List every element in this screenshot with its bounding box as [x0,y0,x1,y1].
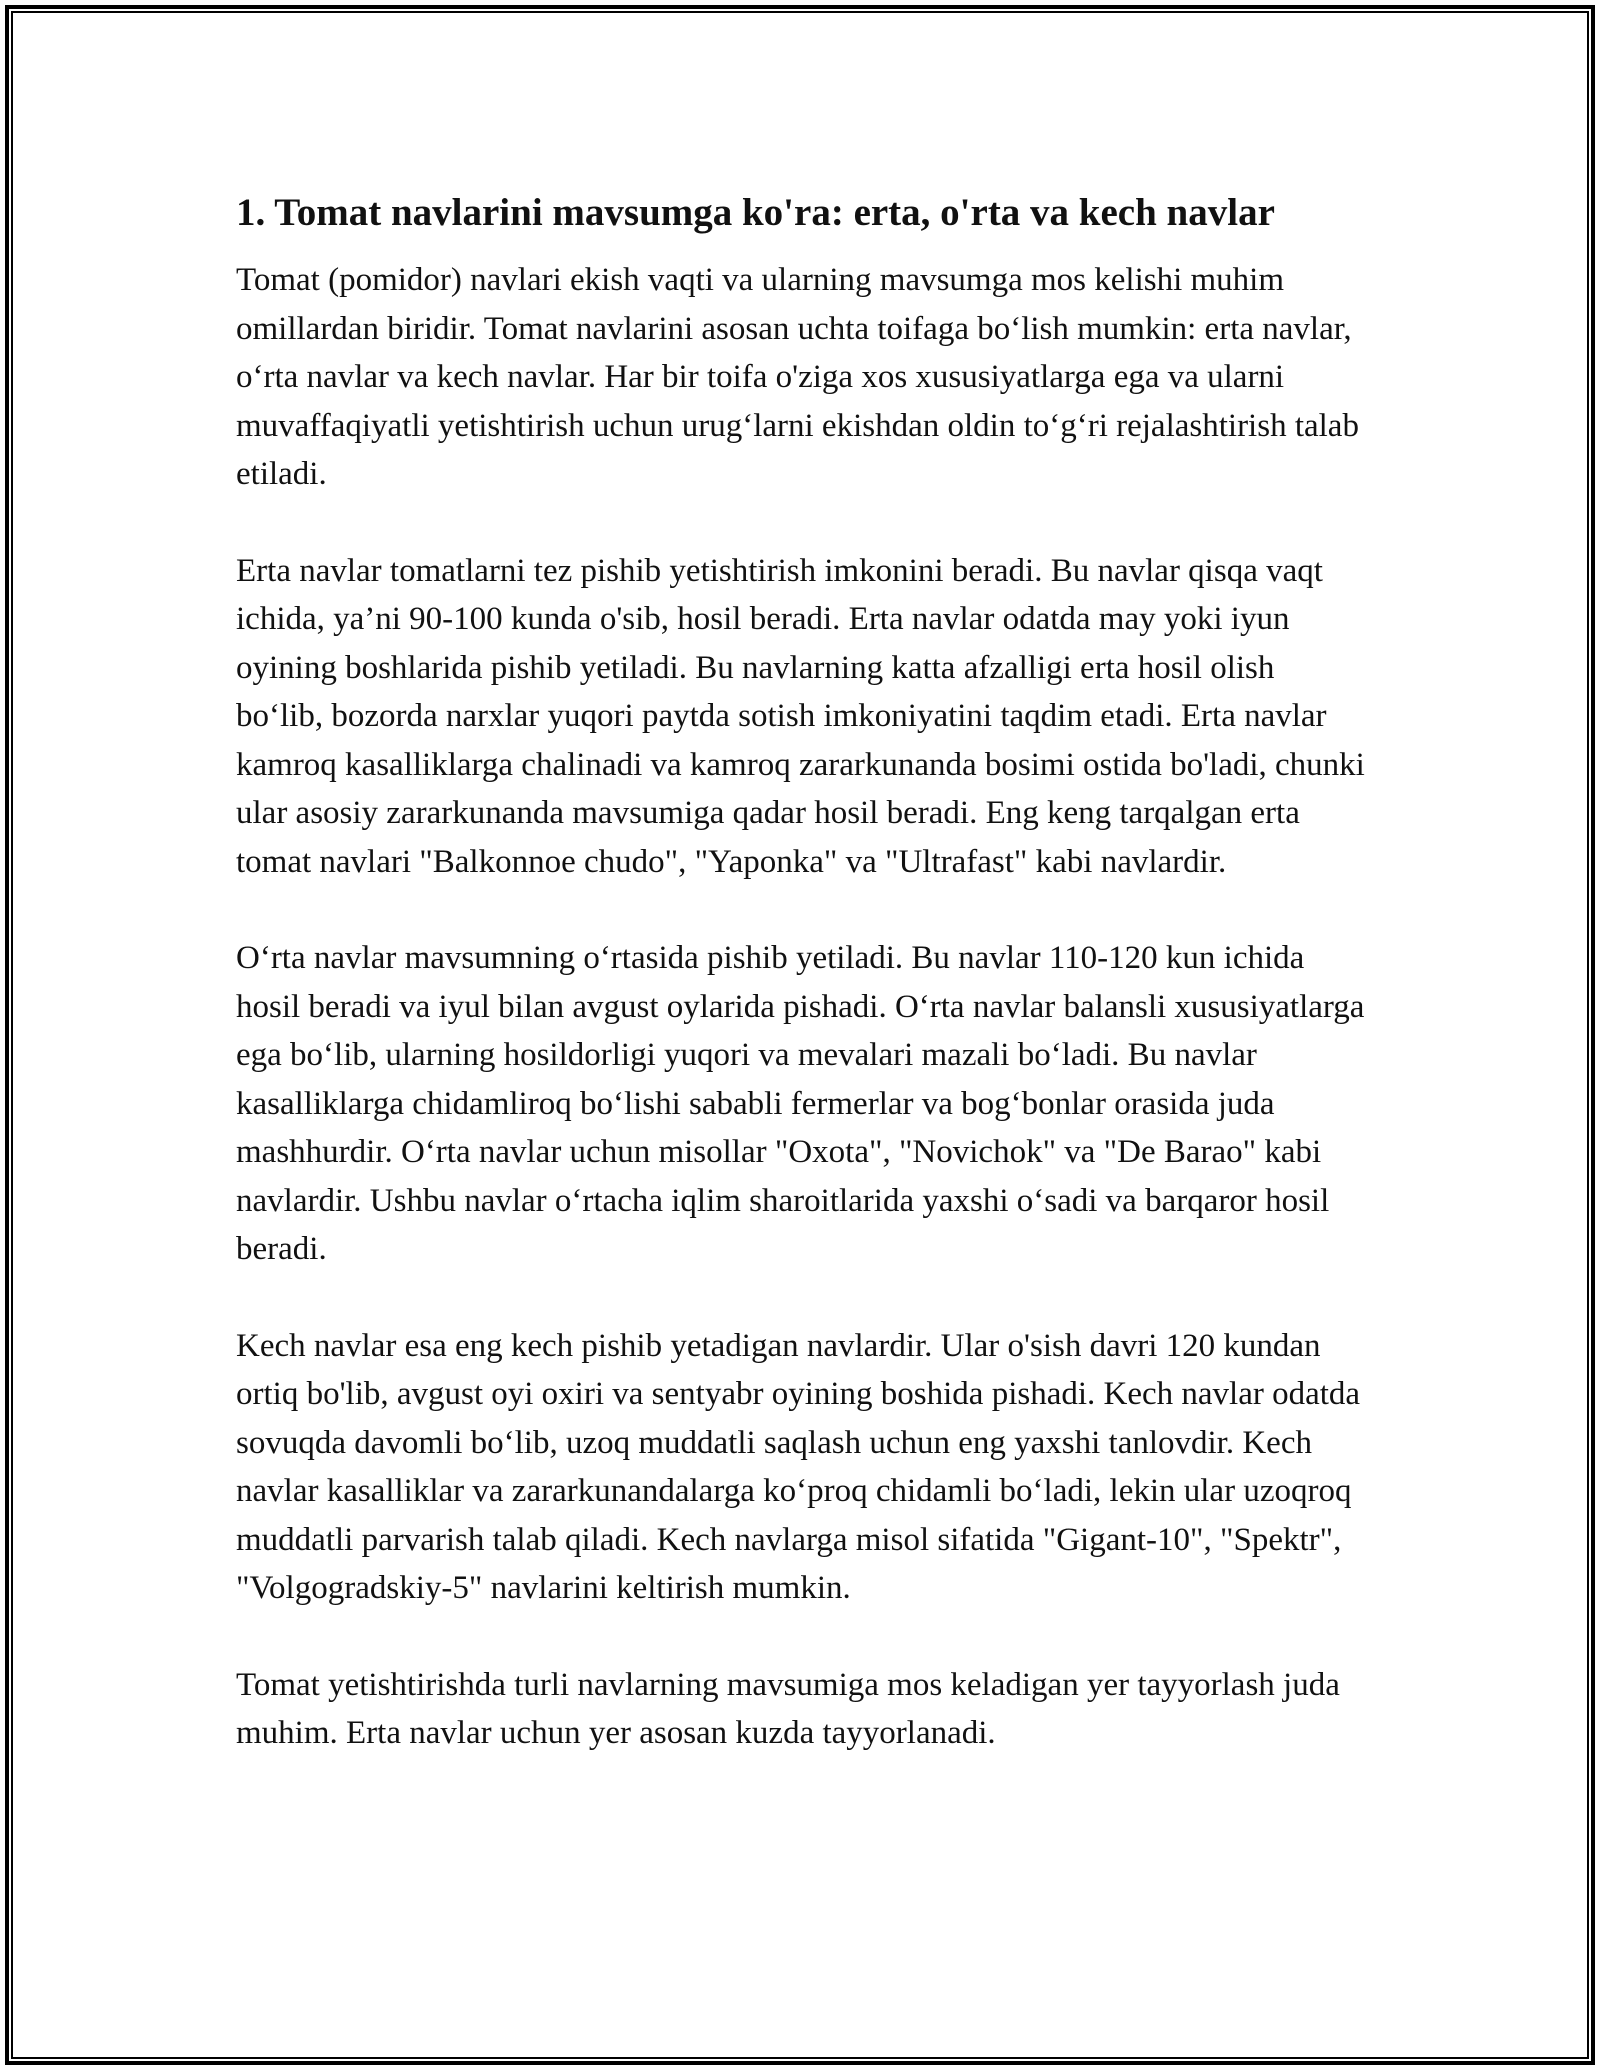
paragraph-early-varieties: Erta navlar tomatlarni tez pishib yetishtirish imkonini beradi. Bu navlar qisqa vaqt ichida, ya’ni 90-100 kunda o'sib, hosil beradi. Erta navlar odatda may yoki iyun oyining boshlarida pishib yetiladi. Bu navlarning katta afzalligi erta hosil olish boʻlib, bozorda narxlar yuqori paytda sotish imkoniyatini taqdim etadi. Erta navlar kamroq kasalliklarga chalinadi va kamroq zararkunanda bosimi ostida bo'ladi, chunki ular asosiy zararkunanda mavsumiga qadar hosil beradi. Eng keng tarqalgan erta tomat navlari "Balkonnoe chudo", "Yaponka" va "Ultrafast" kabi navlardir. [236,552,1365,880]
paragraph-mid-varieties: Oʻrta navlar mavsumning oʻrtasida pishib yetiladi. Bu navlar 110-120 kun ichida hosil beradi va iyul bilan avgust oylarida pishadi. Oʻrta navlar balansli xususiyatlarga ega boʻlib, ularning hosildorligi yuqori va mevalari mazali boʻladi. Bu navlar kasalliklarga chidamliroq boʻlishi sababli fermerlar va bogʻbonlar orasida juda mashhurdir. Oʻrta navlar uchun misollar "Oxota", "Novichok" va "De Barao" kabi navlardir. Ushbu navlar oʻrtacha iqlim sharoitlarida yaxshi oʻsadi va barqaror hosil beradi. [236,940,1365,1267]
section-heading: 1. Tomat navlarini mavsumga ko'ra: erta, o'rta va kech navlar [236,191,1275,234]
document-body [236,187,1366,1806]
paragraph-late-varieties: Kech navlar esa eng kech pishib yetadigan navlardir. Ular o'sish davri 120 kundan ortiq bo'lib, avgust oyi oxiri va sentyabr oyining boshida pishadi. Kech navlar odatda sovuqda davomli boʻlib, uzoq muddatli saqlash uchun eng yaxshi tanlovdir. Kech navlar kasalliklar va zararkunandalarga koʻproq chidamli boʻladi, lekin ular uzoqroq muddatli parvarish talab qiladi. Kech navlarga misol sifatida "Gigant-10", "Spektr", "Volgogradskiy-5" navlarini keltirish mumkin. [236,1327,1361,1606]
paragraph-soil-preparation: Tomat yetishtirishda turli navlarning mavsumiga mos keladigan yer tayyorlash juda muhim. Erta navlar uchun yer asosan kuzda tayyorlanadi. [236,1666,1340,1751]
paragraph-intro: Tomat (pomidor) navlari ekish vaqti va ularning mavsumga mos kelishi muhim omillardan biridir. Tomat navlarini asosan uchta toifaga boʻlish mumkin: erta navlar, oʻrta navlar va kech navlar. Har bir toifa o'ziga xos xususiyatlarga ega va ularni muvaffaqiyatli yetishtirish uchun urugʻlarni ekishdan oldin toʻgʻri rejalashtirish talab etiladi. [236,262,1359,492]
